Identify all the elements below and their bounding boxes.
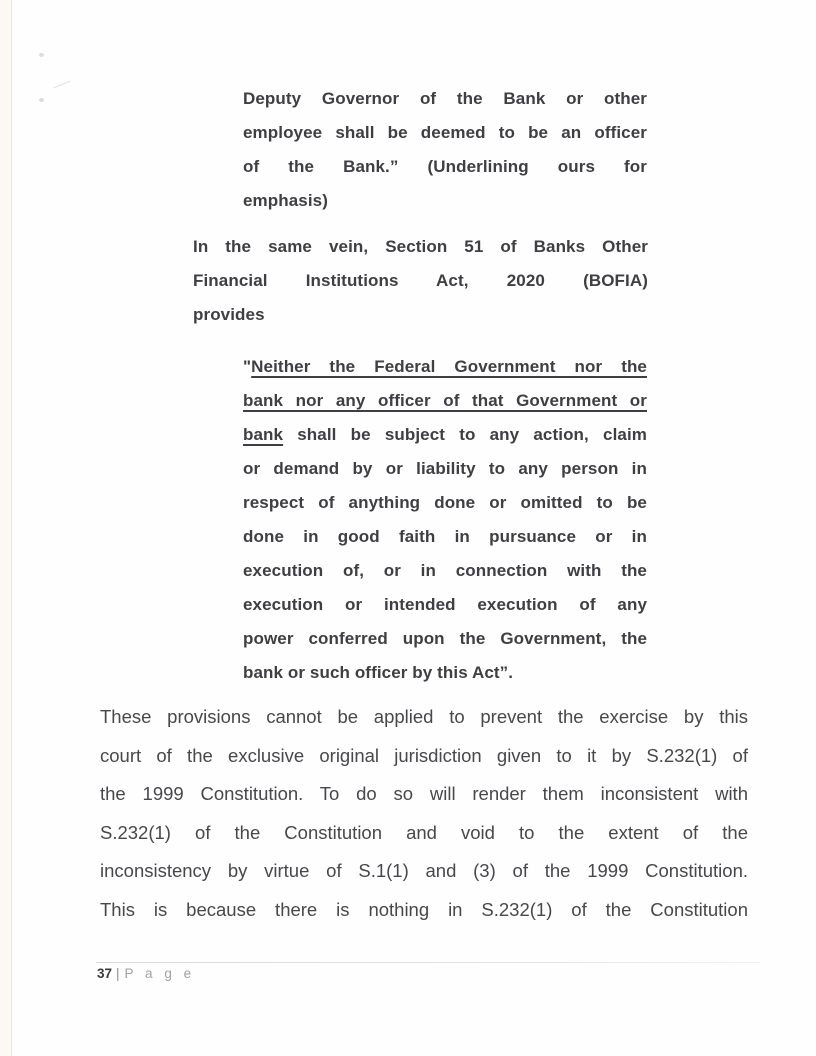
text-line (193, 230, 648, 264)
underlined-text: bank nor any officer of that Government or (243, 391, 647, 410)
text-line (100, 698, 748, 737)
text-line (100, 814, 748, 853)
text-segment: execution of, or in connection with the (243, 561, 647, 580)
text-line (243, 116, 647, 150)
text-line (243, 622, 647, 656)
scan-speck (39, 53, 44, 57)
text-line (193, 264, 648, 298)
text-line (100, 891, 748, 930)
text-segment: the 1999 Constitution. To do so will render them inconsistent with (100, 783, 748, 805)
text-segment: S.232(1) of the Constitution and void to the extent of the (100, 821, 748, 843)
para-constitution-analysis (100, 698, 748, 930)
text-line (243, 350, 647, 384)
text-segment: bank or such officer by this Act”. (243, 663, 514, 682)
text-segment: provides (193, 305, 265, 324)
quote-officer-definition (243, 82, 647, 218)
text-line (243, 418, 647, 452)
quote-section-51-bofia (243, 350, 647, 690)
page-footer (97, 966, 195, 981)
text-segment: inconsistency by virtue of S.1(1) and (3) of the 1999 Constitution. (100, 860, 748, 882)
page-edge-strip (0, 0, 12, 1056)
text-segment: or demand by or liability to any person in (243, 459, 647, 478)
text-line (243, 452, 647, 486)
page-number: 37 (97, 966, 113, 981)
text-segment: employee shall be deemed to be an officer (243, 123, 647, 142)
text-segment: " (243, 357, 252, 376)
text-line (243, 384, 647, 418)
text-segment: power conferred upon the Government, the (243, 629, 647, 648)
text-line (243, 486, 647, 520)
text-segment: Deputy Governor of the Bank or other (243, 89, 647, 108)
footer-page-label: P a g e (124, 966, 196, 981)
text-line (193, 298, 648, 332)
text-segment: of the Bank.” (Underlining ours for (243, 157, 647, 176)
text-segment: court of the exclusive original jurisdiction given to it by S.232(1) of (100, 744, 748, 766)
text-segment: Financial Institutions Act, 2020 (BOFIA) (193, 271, 648, 290)
para-section-51-intro (193, 230, 648, 332)
text-segment: This is because there is nothing in S.232(1) of the Constitution (100, 898, 748, 920)
text-segment: These provisions cannot be applied to prevent the exercise by this (100, 706, 748, 727)
underlined-text: Neither the Federal Government nor the (251, 357, 647, 376)
text-line (100, 852, 748, 891)
text-segment: respect of anything done or omitted to be (243, 493, 647, 512)
scan-speck (39, 98, 44, 102)
text-line (243, 554, 647, 588)
text-segment: done in good faith in pursuance or in (243, 527, 647, 546)
text-segment: In the same vein, Section 51 of Banks Other (193, 237, 648, 256)
text-line (100, 737, 748, 776)
text-line (243, 656, 647, 690)
text-line (243, 588, 647, 622)
text-line (243, 520, 647, 554)
text-segment: shall be subject to any action, claim (283, 425, 647, 444)
text-line (243, 82, 647, 116)
text-segment: emphasis) (243, 191, 328, 210)
text-line (243, 184, 647, 218)
text-line (100, 775, 748, 814)
footer-divider (96, 962, 760, 963)
footer-separator: | (116, 966, 120, 981)
text-segment: execution or intended execution of any (243, 595, 647, 614)
underlined-text: bank (243, 425, 284, 444)
text-line (243, 150, 647, 184)
scan-scratch (53, 81, 70, 89)
